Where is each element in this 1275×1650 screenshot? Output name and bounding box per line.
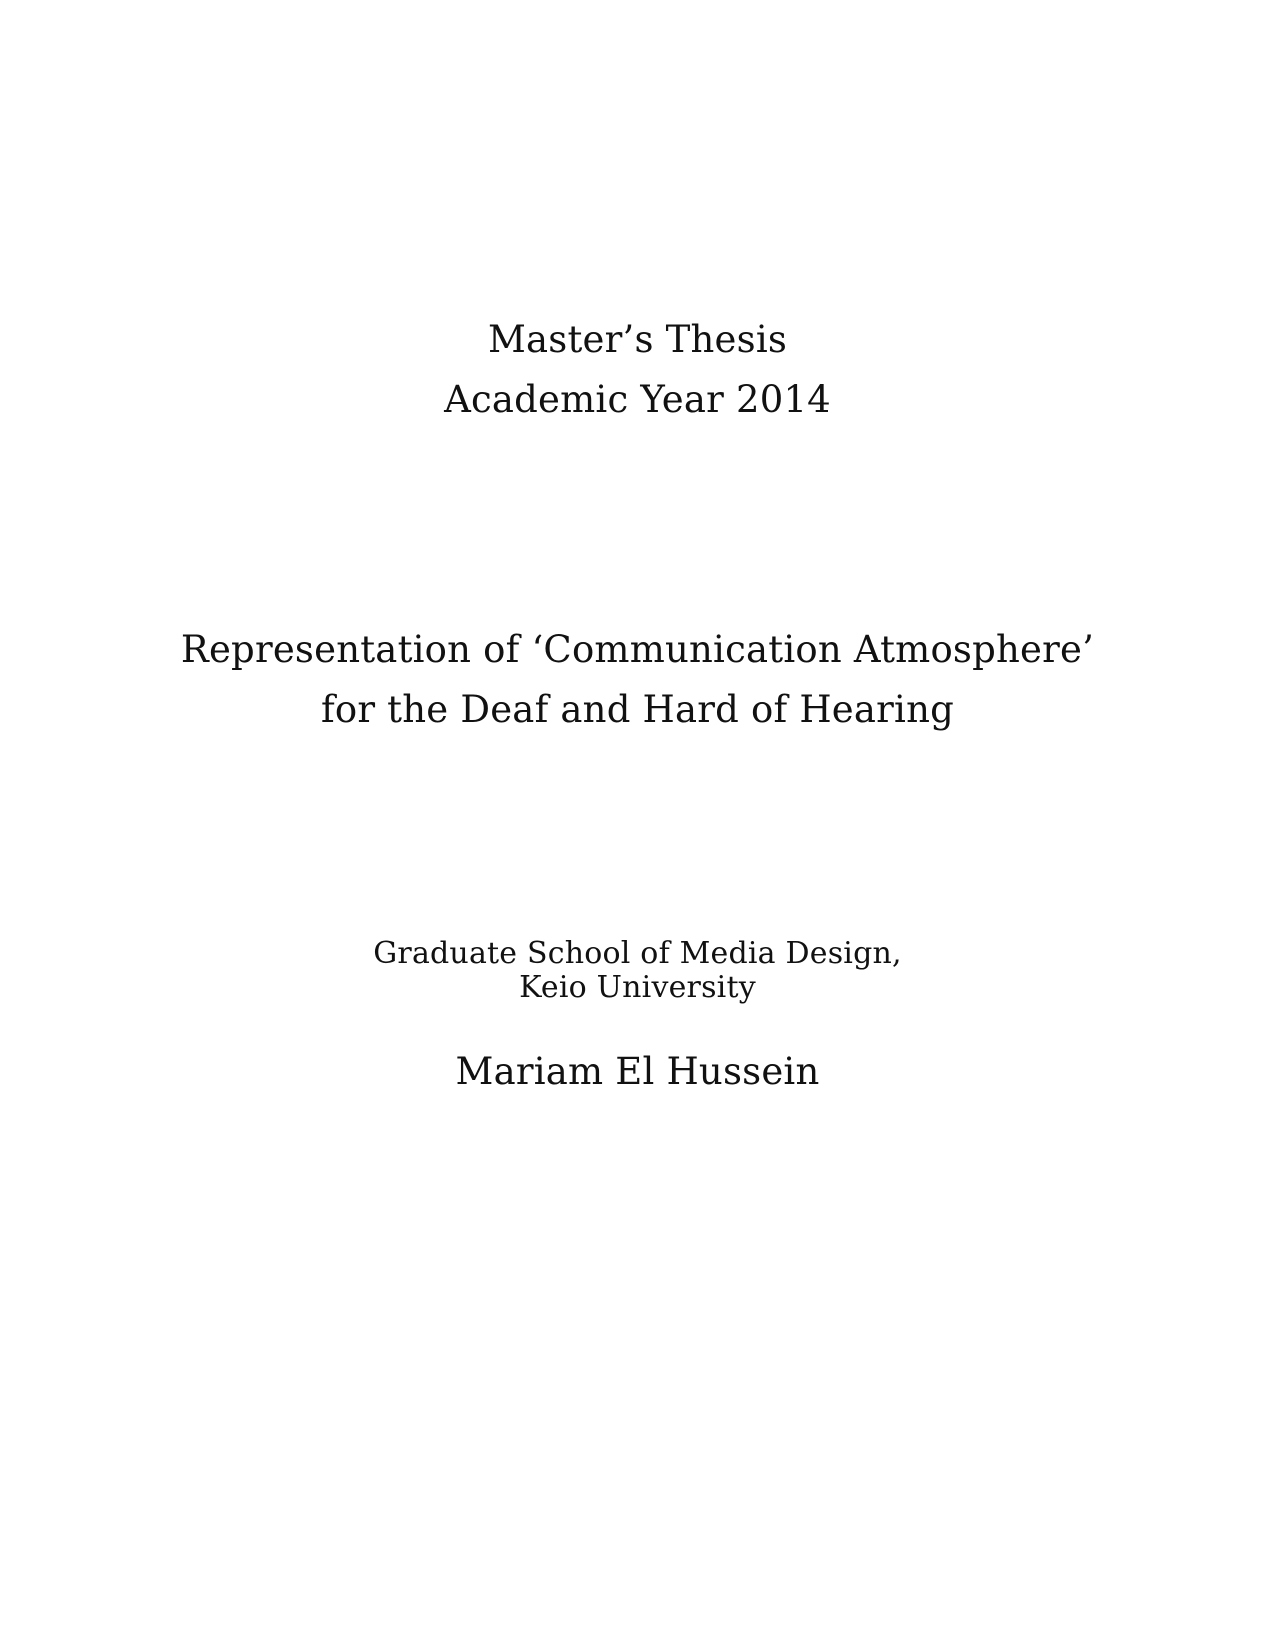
affiliation-line-1: Graduate School of Media Design, — [373, 936, 902, 971]
thesis-title-line-1: Representation of ‘Communication Atmosphere’ — [180, 628, 1095, 671]
affiliation-line-2: Keio University — [519, 970, 756, 1005]
academic-year: Academic Year 2014 — [444, 378, 831, 421]
thesis-type: Master’s Thesis — [487, 318, 788, 361]
author-name: Mariam El Hussein — [455, 1050, 820, 1093]
thesis-title-line-2: for the Deaf and Hard of Hearing — [320, 688, 955, 731]
